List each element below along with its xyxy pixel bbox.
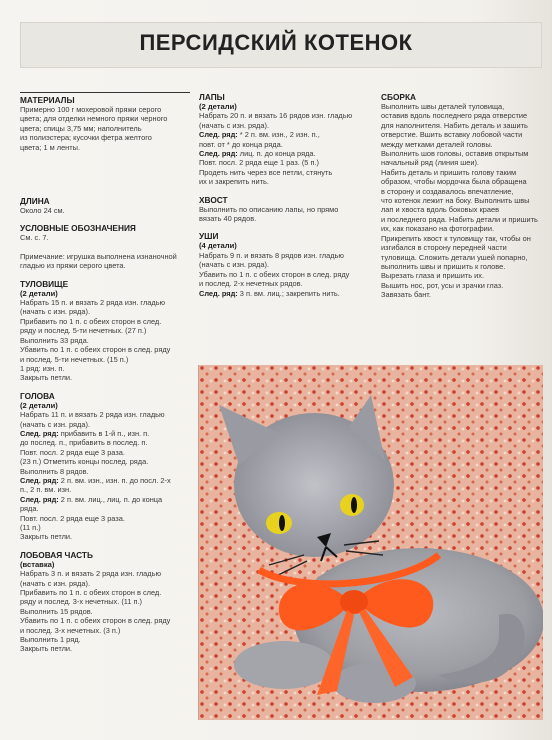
- text-line: и послед. 5-ти нечетных. (15 п.): [20, 354, 129, 364]
- text-line: их, как показано на фотографии.: [381, 224, 494, 234]
- text-line: и последнего ряда. Набить детали и пришить: [381, 214, 538, 224]
- section-ears: [199, 231, 369, 297]
- text-line: цвета; для отделки немного пряжи черного: [20, 114, 168, 124]
- text-line: Набрать 3 п. и вязать 2 ряда изн. гладью: [20, 569, 161, 579]
- text-line: Выполнить по описанию лапы, но прямо: [199, 204, 339, 214]
- length-heading: ДЛИНА: [20, 196, 50, 207]
- text-line: Выполнить шов головы, оставив открытым: [381, 149, 529, 159]
- text-line: Прикрепить хвост к туловищу так, чтобы он: [381, 233, 531, 243]
- paws-sub: (2 детали): [199, 102, 237, 111]
- text-line: Повт. посл. 2 ряда еще 3 раза.: [20, 513, 125, 523]
- text-line: Примерно 100 г мохеровой пряжи серого: [20, 105, 162, 114]
- kitten-pupil-left: [279, 515, 285, 531]
- text-line: След. ряд: лиц. п. до конца ряда.: [199, 149, 316, 159]
- text-line: ряда.: [20, 504, 39, 514]
- symbols-heading: УСЛОВНЫЕ ОБОЗНАЧЕНИЯ: [20, 223, 136, 234]
- kitten-pupil-right: [351, 497, 357, 513]
- text-line: ряду и послед. 3-х нечетных. (11 п.): [20, 597, 143, 607]
- text-line: (начать с изн. ряда).: [199, 120, 269, 130]
- head-sub: (2 детали): [20, 400, 58, 410]
- text-line: Около 24 см.: [20, 206, 65, 216]
- body-heading: ТУЛОВИЩЕ: [20, 278, 69, 289]
- section-symbols: [20, 223, 190, 270]
- text-line: Завязать бант.: [381, 290, 431, 300]
- text-line: Убавить по 1 п. с обеих сторон в след. ряду: [199, 269, 350, 279]
- text-line: в сторону и создавалось впечатление,: [381, 186, 514, 196]
- text-line: что котенок лежит на боку. Выполнить швы: [381, 196, 530, 206]
- paws-heading: ЛАПЫ: [199, 92, 225, 102]
- text-line: (11 п.): [20, 523, 41, 532]
- text-line: Продеть нить через все петли, стянуть: [199, 167, 333, 177]
- note-line: Примечание: игрушка выполнена изнаночной: [20, 251, 177, 261]
- text-line: Выполнить 1 ряд.: [20, 635, 81, 645]
- forehead-sub: (вставка): [20, 559, 55, 569]
- text-line: Вырезать глаза и пришить их.: [381, 271, 484, 281]
- text-line: цвета; 1 м ленты.: [20, 142, 81, 152]
- head-heading: ГОЛОВА: [20, 390, 55, 401]
- text-line: и послед. 3-х нечетных. (3 п.): [20, 625, 121, 635]
- tail-heading: ХВОСТ: [199, 194, 228, 205]
- column-middle: [199, 92, 369, 306]
- text-line: до послед. п., прибавить в послед. п.: [20, 438, 148, 448]
- text-line: из полиэстера; кусочки фетра желтого: [20, 133, 152, 143]
- section-materials: [20, 92, 190, 152]
- text-line: (начать с изн. ряда).: [20, 578, 90, 588]
- section-head: [20, 391, 190, 542]
- text-line: (23 п.) Отметить концы послед. ряда.: [20, 457, 149, 467]
- text-line: п., 2 п. вм. изн.: [20, 485, 72, 495]
- text-line: Набрать 15 п. и вязать 2 ряда изн. гладью: [20, 298, 166, 308]
- text-line: Выполнить 15 рядов.: [20, 606, 93, 616]
- text-line: Закрыть петли.: [20, 532, 73, 542]
- text-line: лап и хвоста вдоль боковых краев: [381, 205, 500, 215]
- text-line: их и закрепить нить.: [199, 177, 269, 187]
- text-line: для наполнителя. Набить деталь и зашить: [381, 120, 528, 130]
- text-line: Выполнить 8 рядов.: [20, 466, 89, 476]
- text-line: вязать 40 рядов.: [199, 214, 257, 224]
- text-line: цвета; спицы 3,75 мм; наполнитель: [20, 123, 142, 133]
- body-sub: (2 детали): [20, 288, 58, 298]
- text-line: Набрать 9 п. и вязать 8 рядов изн. гладью: [199, 250, 344, 260]
- text-line: Вышить нос, рот, усы и зрачки глаз.: [381, 280, 504, 290]
- column-right: [381, 92, 541, 308]
- section-length: [20, 196, 190, 215]
- text-line: выполнить швы и пришить к голове.: [381, 261, 506, 271]
- section-forehead: [20, 550, 190, 654]
- text-line: отверстие. Вшить вставку лобовой части: [381, 130, 523, 140]
- text-line: След. ряд: * 2 п. вм. изн., 2 изн. п.,: [199, 130, 320, 140]
- text-line: Убавить по 1 п. с обеих сторон в след. ряду: [20, 345, 171, 355]
- text-line: начальный ряд (линия шеи).: [381, 158, 479, 168]
- text-line: (начать с изн. ряда).: [20, 419, 90, 429]
- text-line: 1 ряд: изн. п.: [20, 363, 65, 373]
- text-line: Повт. посл. 2 ряда еще 1 раз. (5 п.): [199, 158, 319, 168]
- text-line: туловища. Сложить детали ушей попарно,: [381, 252, 528, 262]
- materials-heading: МАТЕРИАЛЫ: [20, 95, 75, 105]
- assembly-heading: СБОРКА: [381, 92, 416, 102]
- page-title: ПЕРСИДСКИЙ КОТЕНОК: [139, 30, 413, 55]
- text-line: След. ряд: 2 п. вм. лиц., лиц. п. до конца: [20, 494, 163, 504]
- text-line: Набрать 11 п. и вязать 2 ряда изн. гладью: [20, 410, 165, 420]
- forehead-heading: ЛОБОВАЯ ЧАСТЬ: [20, 549, 93, 560]
- text-line: ряду и послед. 5-ти нечетных. (27 п.): [20, 326, 147, 336]
- note-line: гладью из пряжи серого цвета.: [20, 261, 126, 271]
- kitten-photo: [198, 365, 543, 720]
- text-line: повт. от * до конца ряда.: [199, 139, 283, 149]
- text-line: между метками деталей головы.: [381, 139, 493, 149]
- text-line: Закрыть петли.: [20, 644, 73, 654]
- text-line: Набить деталь и пришить голову таким: [381, 167, 517, 177]
- kitten-illustration: [199, 365, 543, 720]
- text-line: Убавить по 1 п. с обеих сторон в след. ряду: [20, 616, 171, 626]
- text-line: Выполнить 33 ряда.: [20, 335, 89, 345]
- section-paws: [199, 92, 369, 187]
- text-line: Прибавить по 1 п. с обеих сторон в след.: [20, 316, 162, 326]
- text-line: (начать с изн. ряда).: [20, 307, 90, 317]
- text-line: См. с. 7.: [20, 233, 49, 243]
- section-tail: [199, 195, 369, 224]
- text-line: Повт. посл. 2 ряда еще 3 раза.: [20, 447, 125, 457]
- text-line: изгибался в сторону передней части: [381, 243, 507, 253]
- text-line: Выполнить швы деталей туловища,: [381, 102, 505, 111]
- section-body: [20, 279, 190, 383]
- text-line: Закрыть петли.: [20, 373, 73, 383]
- ears-sub: (4 детали): [199, 241, 237, 251]
- text-line: (начать с изн. ряда).: [199, 260, 269, 270]
- text-line: образом, чтобы мордочка была обращена: [381, 177, 527, 187]
- section-assembly: [381, 92, 541, 300]
- text-line: След. ряд: 3 п. вм. лиц.; закрепить нить.: [199, 288, 340, 298]
- text-line: След. ряд: 2 п. вм. изн., изн. п. до посл. 2-х: [20, 475, 171, 485]
- text-line: и послед. 2-х нечетных рядов.: [199, 279, 303, 289]
- text-line: Набрать 20 п. и вязать 16 рядов изн. гладью: [199, 111, 353, 121]
- text-line: Прибавить по 1 п. с обеих сторон в след.: [20, 588, 162, 598]
- ears-heading: УШИ: [199, 231, 219, 242]
- text-line: След. ряд: прибавить в 1-й п., изн. п.: [20, 428, 150, 438]
- kitten-paw-left: [234, 641, 334, 689]
- text-line: оставив вдоль последнего ряда отверстие: [381, 111, 528, 121]
- column-left: [20, 92, 190, 662]
